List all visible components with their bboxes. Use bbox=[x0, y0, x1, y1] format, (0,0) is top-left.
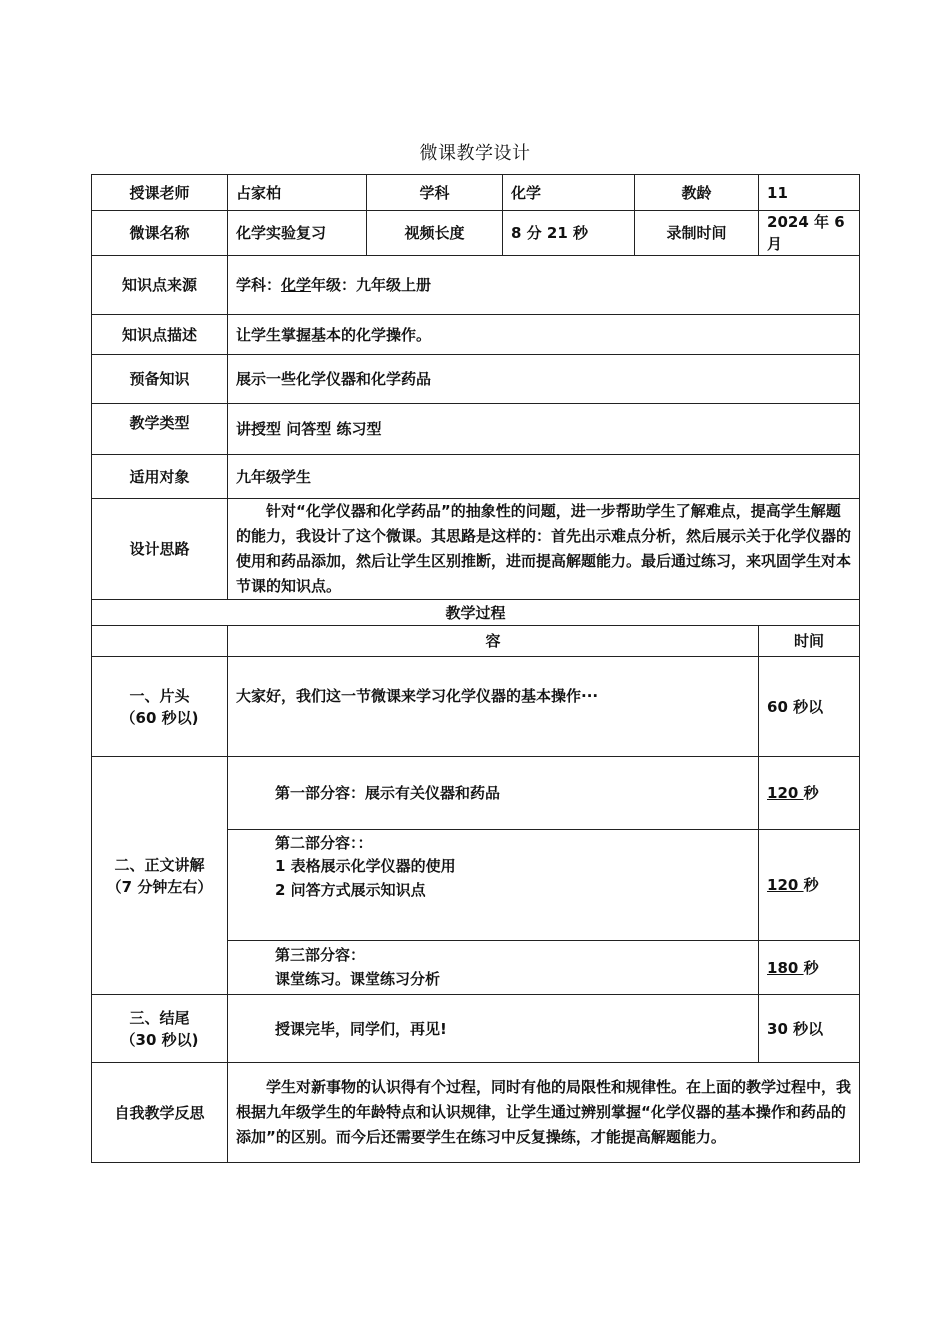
body-part2-line2: 1 表格展示化学仪器的使用 bbox=[275, 857, 456, 875]
reflection-value: 学生对新事物的认识得有个过程，同时有他的局限性和规律性。在上面的教学过程中，我根据九年级学生的年龄特点和认识规律，让学生通过辨别掌握“化学仪器的基本操作和药品的添加”的区别。而今后还需要学生在练习中反复操练，才能提高解题能力。 bbox=[228, 1063, 860, 1163]
time-header: 时间 bbox=[759, 626, 860, 657]
body-part3-time bbox=[759, 941, 860, 995]
process-header: 教学过程 bbox=[92, 600, 860, 626]
intro-time: 60 秒以 bbox=[759, 657, 860, 757]
description-label: 知识点描述 bbox=[92, 315, 228, 355]
content-header: 容 bbox=[228, 626, 759, 657]
description-row bbox=[92, 315, 860, 355]
lesson-name-label: 微课名称 bbox=[92, 211, 228, 256]
body-part1-time-number: 120 bbox=[767, 784, 804, 802]
prerequisite-value: 展示一些化学仪器和化学药品 bbox=[228, 355, 860, 404]
reflection-row bbox=[92, 1063, 860, 1163]
body-label-line1: 二、正文讲解 bbox=[114, 855, 205, 874]
design-row bbox=[92, 499, 860, 600]
description-value: 让学生掌握基本的化学操作。 bbox=[228, 315, 860, 355]
body-label-line2: （7 分钟左右） bbox=[106, 877, 213, 896]
body-part3-time-unit: 秒 bbox=[803, 958, 819, 977]
teaching-age-value: 11 bbox=[759, 175, 860, 211]
intro-label-line1: 一、片头 bbox=[129, 686, 190, 705]
body-part2-content bbox=[228, 830, 759, 941]
lesson-design-table bbox=[91, 174, 860, 1163]
design-label: 设计思路 bbox=[92, 499, 228, 600]
source-value bbox=[228, 256, 860, 315]
ending-time: 30 秒以 bbox=[759, 995, 860, 1063]
body-part1-content: 第一部分容：展示有关仪器和药品 bbox=[228, 757, 759, 830]
document-title: 微课教学设计 bbox=[419, 143, 531, 164]
empty-cell bbox=[92, 626, 228, 657]
source-prefix: 学科： bbox=[236, 276, 282, 294]
duration-label: 视频长度 bbox=[367, 211, 503, 256]
info-row-2 bbox=[92, 211, 860, 256]
body-part3-line2: 课堂练习。课堂练习分析 bbox=[275, 969, 441, 988]
intro-label-line2: （60 秒以) bbox=[120, 708, 199, 727]
source-subject: 化学 bbox=[281, 276, 312, 294]
subject-label: 学科 bbox=[367, 175, 503, 211]
body-part3-time-number: 180 bbox=[767, 958, 804, 977]
body-part3-content bbox=[228, 941, 759, 995]
prerequisite-label: 预备知识 bbox=[92, 355, 228, 404]
recorded-label: 录制时间 bbox=[635, 211, 759, 256]
process-header-row bbox=[92, 600, 860, 626]
ending-label-line2: （30 秒以) bbox=[120, 1030, 199, 1049]
audience-label: 适用对象 bbox=[92, 455, 228, 499]
source-label: 知识点来源 bbox=[92, 256, 228, 315]
teaching-age-label: 教龄 bbox=[635, 175, 759, 211]
type-value: 讲授型 问答型 练习型 bbox=[228, 404, 860, 455]
type-label: 教学类型 bbox=[92, 404, 228, 455]
body-part2-line1: 第二部分容：： bbox=[275, 834, 373, 852]
source-row bbox=[92, 256, 860, 315]
body-part3-line1: 第三部分容： bbox=[275, 945, 366, 964]
audience-row bbox=[92, 455, 860, 499]
teacher-value: 占家柏 bbox=[228, 175, 367, 211]
audience-value: 九年级学生 bbox=[228, 455, 860, 499]
reflection-label: 自我教学反思 bbox=[92, 1063, 228, 1163]
body-part2-time-unit: 秒 bbox=[803, 876, 819, 894]
ending-row bbox=[92, 995, 860, 1063]
prerequisite-row bbox=[92, 355, 860, 404]
body-part2-time bbox=[759, 830, 860, 941]
body-part1-time-unit: 秒 bbox=[803, 784, 819, 802]
ending-label-line1: 三、结尾 bbox=[129, 1008, 190, 1027]
body-part2-time-number: 120 bbox=[767, 876, 804, 894]
duration-value: 8 分 21 秒 bbox=[503, 211, 635, 256]
design-value: 针对“化学仪器和化学药品”的抽象性的问题，进一步帮助学生了解难点，提高学生解题的能力，我设计了这个微课。其思路是这样的：首先出示难点分析，然后展示关于化学仪器的使用和药品添加，然后让学生区别推断，进而提高解题能力。最后通过练习，来巩固学生对本节课的知识点。 bbox=[228, 499, 860, 600]
process-columns-row bbox=[92, 626, 860, 657]
source-rest: 年级：九年级上册 bbox=[311, 276, 432, 294]
body-part2-line3: 2 问答方式展示知识点 bbox=[275, 881, 426, 899]
body-part1-time bbox=[759, 757, 860, 830]
type-row bbox=[92, 404, 860, 455]
info-row-1 bbox=[92, 175, 860, 211]
recorded-value: 2024 年 6 月 bbox=[759, 211, 860, 256]
intro-row bbox=[92, 657, 860, 757]
intro-content: 大家好，我们这一节微课来学习化学仪器的基本操作··· bbox=[228, 657, 759, 757]
body-label bbox=[92, 757, 228, 995]
ending-content: 授课完毕，同学们，再见! bbox=[228, 995, 759, 1063]
lesson-name-value: 化学实验复习 bbox=[228, 211, 367, 256]
intro-label bbox=[92, 657, 228, 757]
body-part1-row bbox=[92, 757, 860, 830]
teacher-label: 授课老师 bbox=[92, 175, 228, 211]
subject-value: 化学 bbox=[503, 175, 635, 211]
ending-label bbox=[92, 995, 228, 1063]
